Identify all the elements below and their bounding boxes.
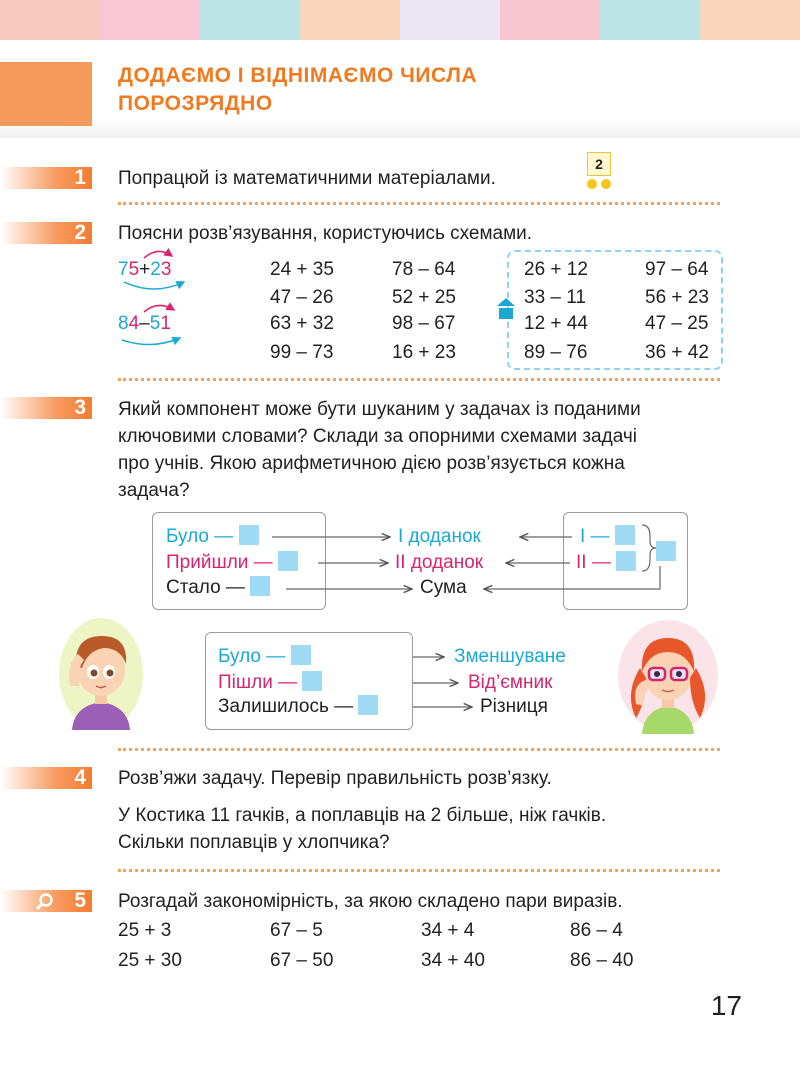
expression: 12 + 44 — [524, 313, 588, 334]
task-3-line-1: Який компонент може бути шуканим у задачах із поданими — [118, 399, 641, 420]
expression: 86 – 40 — [570, 950, 634, 971]
expression: 33 – 11 — [524, 287, 586, 308]
term-difference: Різниця — [480, 696, 548, 717]
operator: + — [139, 259, 151, 280]
label-stalo: Стало — — [166, 576, 270, 600]
digit-tens: 7 — [118, 259, 129, 280]
expression: 24 + 35 — [270, 259, 334, 280]
magnifier-icon — [36, 892, 54, 910]
expression: 97 – 64 — [645, 259, 709, 280]
expression: 67 – 5 — [270, 920, 323, 941]
label-part-1: І — — [580, 525, 635, 549]
expression: 56 + 23 — [645, 287, 709, 308]
label-part-2: ІІ — — [576, 551, 636, 575]
divider — [118, 748, 720, 751]
task-4-problem-line-2: Скільки поплавців у хлопчика? — [118, 832, 390, 853]
expression: 52 + 25 — [392, 287, 456, 308]
expression: 89 – 76 — [524, 342, 588, 363]
task-3-line-3: про учнів. Якою арифметичною дією розв’язується кожна — [118, 453, 625, 474]
task-4-instruction: Розв’яжи задачу. Перевір правильність розв’язку. — [118, 768, 552, 789]
expression: 63 + 32 — [270, 313, 334, 334]
operator: – — [139, 313, 150, 334]
unknown-square — [291, 645, 311, 665]
expression: 86 – 4 — [570, 920, 623, 941]
term-sum: Сума — [420, 577, 467, 598]
task-number: 1 — [74, 166, 86, 189]
expression: 36 + 42 — [645, 342, 709, 363]
task-number: 2 — [74, 221, 86, 244]
digit-ones: 3 — [160, 259, 172, 280]
label-bulo: Було — — [218, 645, 311, 669]
expression: 98 – 67 — [392, 313, 456, 334]
label-zalyshylos: Залишилось — — [218, 695, 378, 719]
task-3-line-2: ключовими словами? Склади за опорними схемами задачі — [118, 426, 637, 447]
expression: 26 + 12 — [524, 259, 588, 280]
page-number: 17 — [710, 990, 742, 1021]
term-addend-2: ІІ доданок — [395, 552, 484, 573]
expression: 34 + 4 — [421, 920, 475, 941]
task-5-text: Розгадай закономірність, за якою складено пари виразів. — [118, 891, 623, 912]
digit-tens: 8 — [118, 313, 129, 334]
term-addend-1: І доданок — [398, 526, 481, 547]
boy-illustration — [58, 614, 144, 730]
expression: 99 – 73 — [270, 342, 334, 363]
digit-ones: 4 — [128, 313, 140, 334]
digit-tens: 5 — [149, 313, 161, 334]
label-pryishly: Прийшли — — [166, 551, 298, 575]
expression: 25 + 30 — [118, 950, 182, 971]
term-minuend: Зменшуване — [454, 646, 566, 667]
unknown-square — [358, 695, 378, 715]
expression: 78 – 64 — [392, 259, 456, 280]
term-subtrahend: Від’ємник — [468, 672, 553, 693]
girl-illustration — [606, 614, 720, 734]
digit-ones: 1 — [160, 313, 171, 334]
expression: 47 – 26 — [270, 287, 334, 308]
expression: 67 – 50 — [270, 950, 334, 971]
label-bulo: Було — — [166, 525, 259, 549]
divider — [118, 869, 720, 872]
task-number: 5 — [74, 889, 86, 912]
task-marker-5 — [0, 890, 92, 912]
title-line-1: ДОДАЄМО І ВІДНІМАЄМО ЧИСЛА — [118, 64, 478, 87]
expression: 47 – 25 — [645, 313, 709, 334]
expression: 16 + 23 — [392, 342, 456, 363]
materials-badge: 2 — [587, 152, 611, 176]
expression: 34 + 40 — [421, 950, 485, 971]
digit-tens: 2 — [150, 259, 161, 280]
task-number: 4 — [74, 766, 86, 789]
label-pishly: Пішли — — [218, 671, 322, 695]
unknown-square — [302, 671, 322, 691]
task-3-line-4: задача? — [118, 480, 190, 501]
title-line-2: ПОРОЗРЯДНО — [118, 92, 273, 115]
task-1-text: Попрацюй із математичними матеріалами. — [118, 168, 496, 189]
task-marker-4 — [0, 767, 92, 789]
task-number: 3 — [74, 396, 86, 419]
task-2-text: Поясни розв’язування, користуючись схемами. — [118, 223, 533, 244]
digit-ones: 5 — [128, 259, 140, 280]
expression: 25 + 3 — [118, 920, 172, 941]
task-4-problem-line-1: У Костика 11 гачків, а поплавців на 2 більше, ніж гачків. — [118, 805, 607, 826]
